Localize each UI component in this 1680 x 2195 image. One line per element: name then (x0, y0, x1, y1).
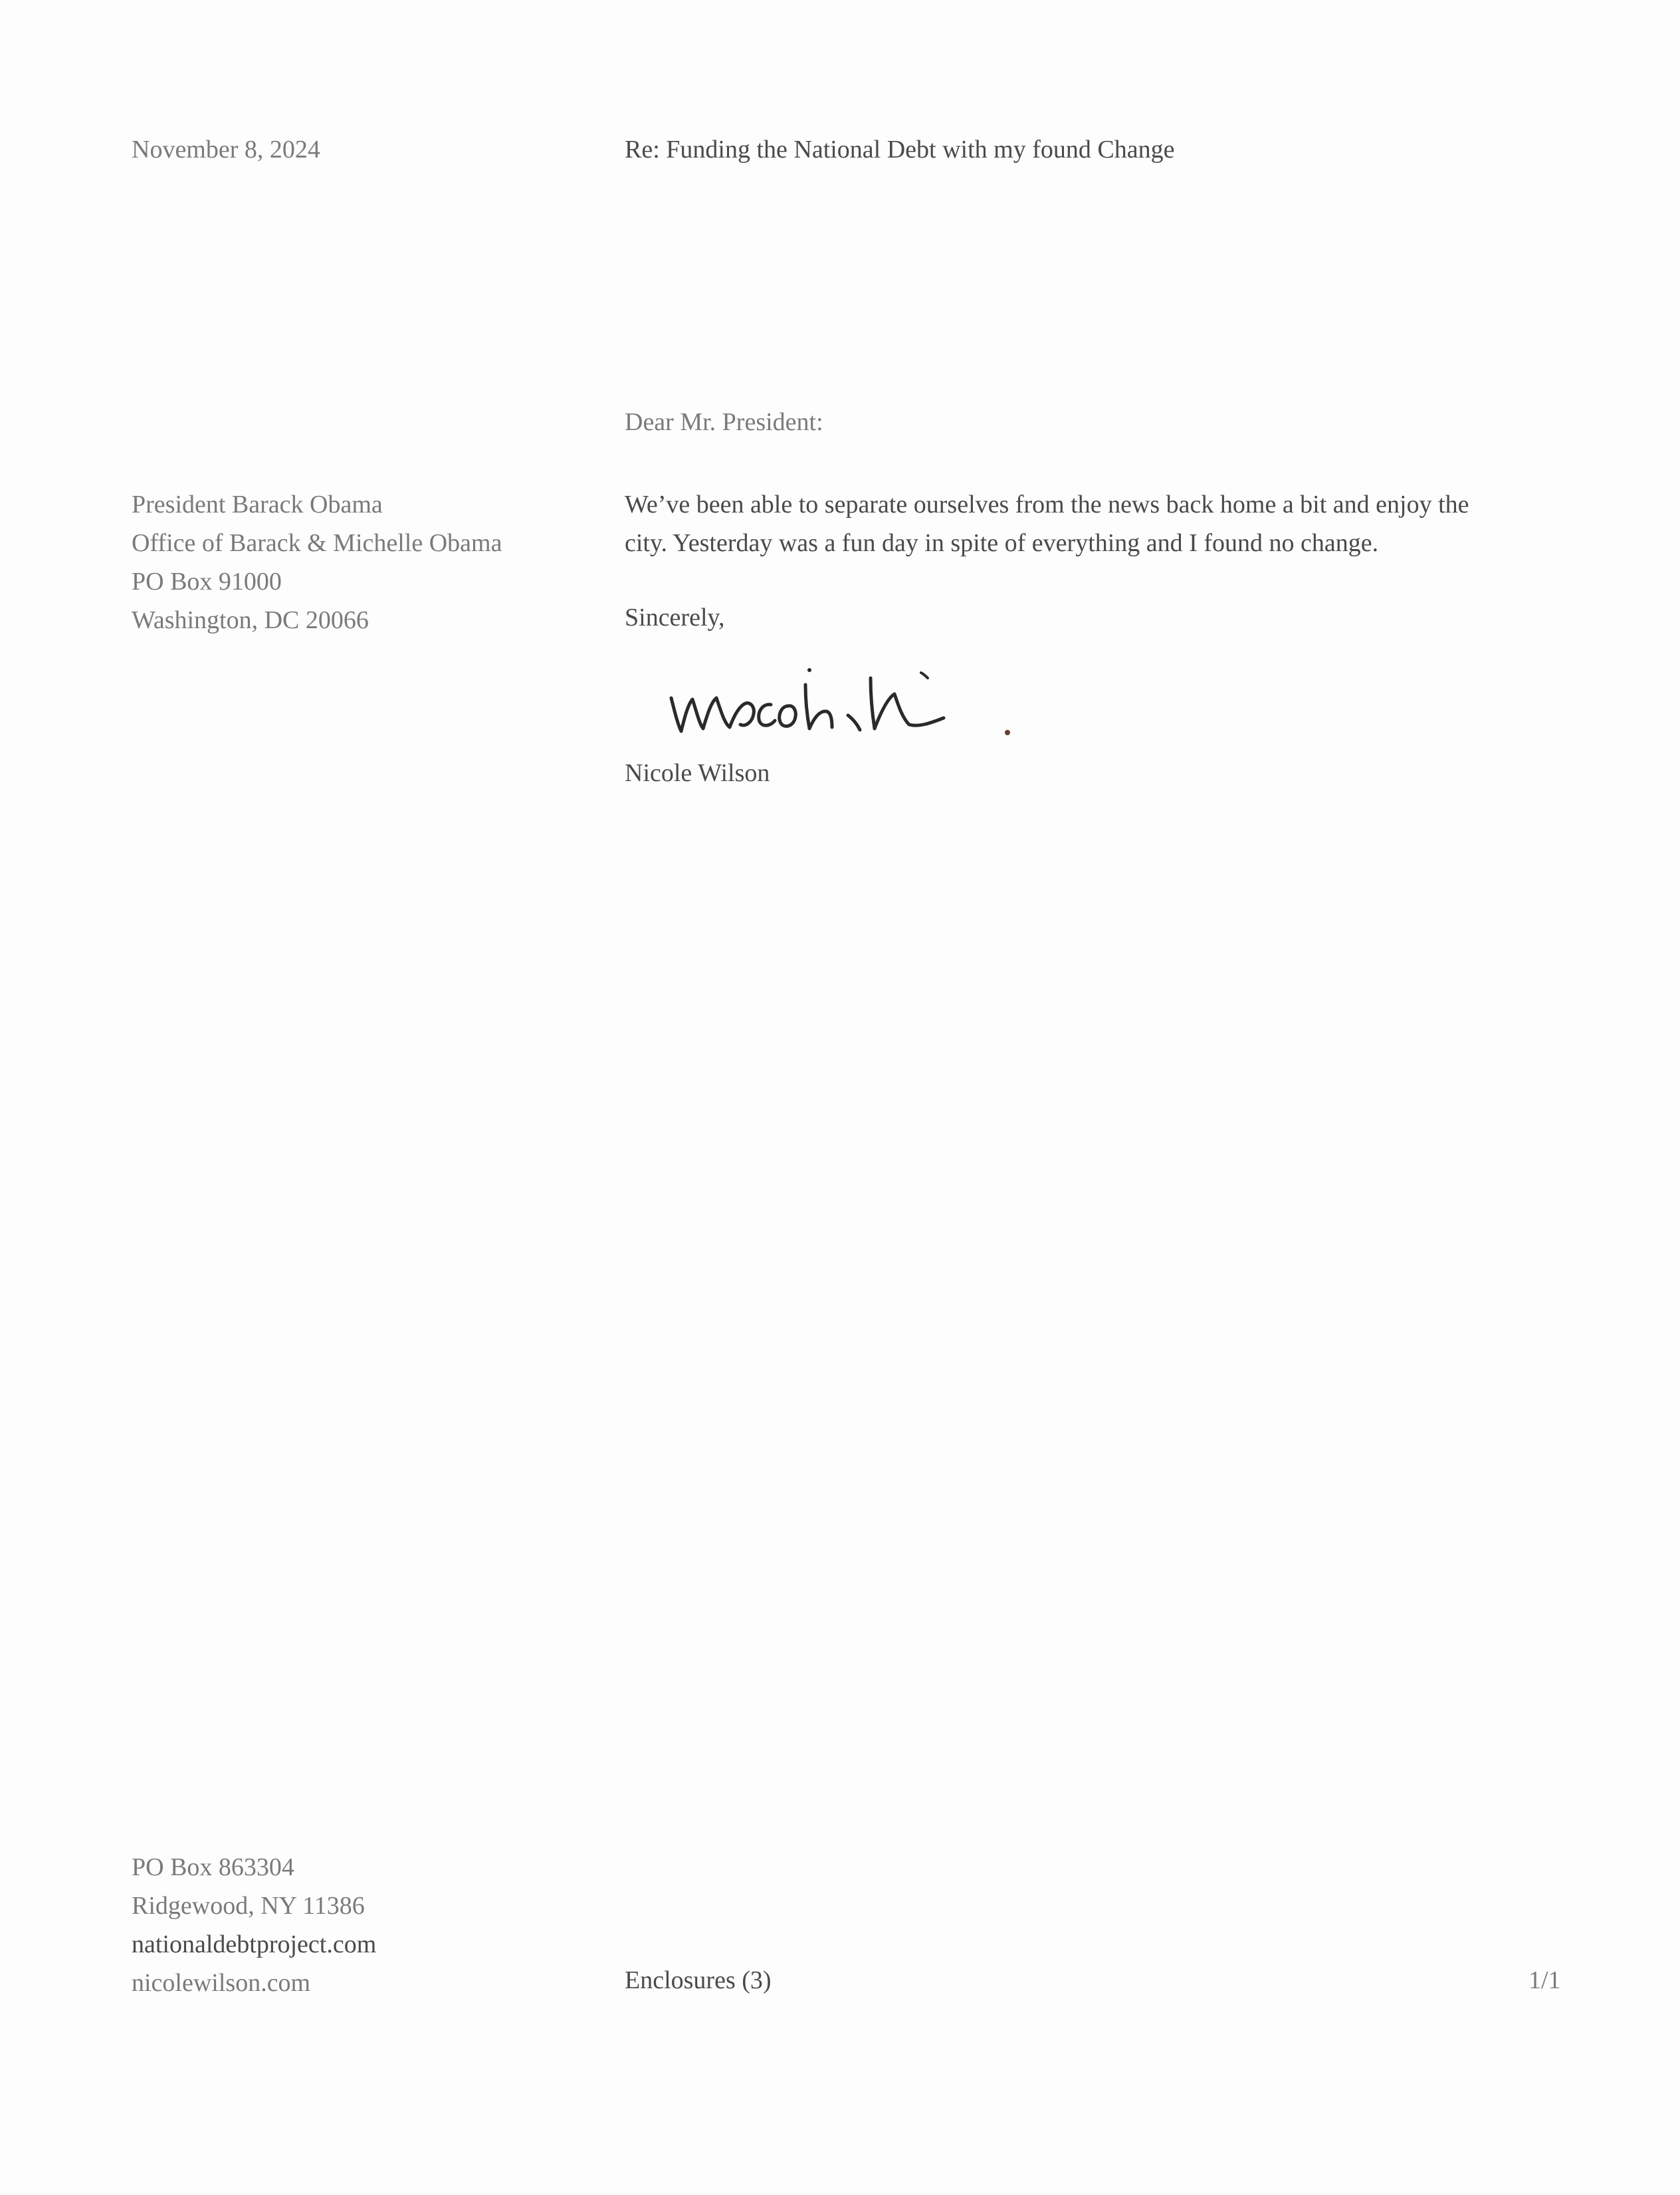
sender-website: nationaldebtproject.com (132, 1930, 377, 1958)
sender-website: nicolewilson.com (132, 1969, 311, 1997)
sender-line: Ridgewood, NY 11386 (132, 1892, 365, 1920)
recipient-line: President Barack Obama (132, 491, 383, 519)
ink-speck (1005, 730, 1010, 735)
sender-line: PO Box 863304 (132, 1853, 294, 1881)
page-number: 1/1 (1528, 1966, 1561, 1994)
body-line: We’ve been able to separate ourselves from the news back home a bit and enjoy the (625, 491, 1469, 519)
sender-address (132, 1848, 376, 2002)
recipient-line: Washington, DC 20066 (132, 606, 369, 634)
closing: Sincerely, (625, 604, 725, 632)
recipient-address (132, 485, 502, 639)
recipient-line: PO Box 91000 (132, 568, 282, 596)
letter-date: November 8, 2024 (132, 136, 320, 164)
salutation: Dear Mr. President: (625, 408, 823, 436)
enclosures-note: Enclosures (3) (625, 1966, 772, 1994)
letter-subject: Re: Funding the National Debt with my found Change (625, 136, 1175, 164)
handwritten-signature (658, 658, 1030, 751)
signer-name: Nicole Wilson (625, 759, 770, 787)
letter-body (625, 485, 1555, 562)
body-line: city. Yesterday was a fun day in spite of everything and I found no change. (625, 529, 1379, 557)
recipient-line: Office of Barack & Michelle Obama (132, 529, 502, 557)
